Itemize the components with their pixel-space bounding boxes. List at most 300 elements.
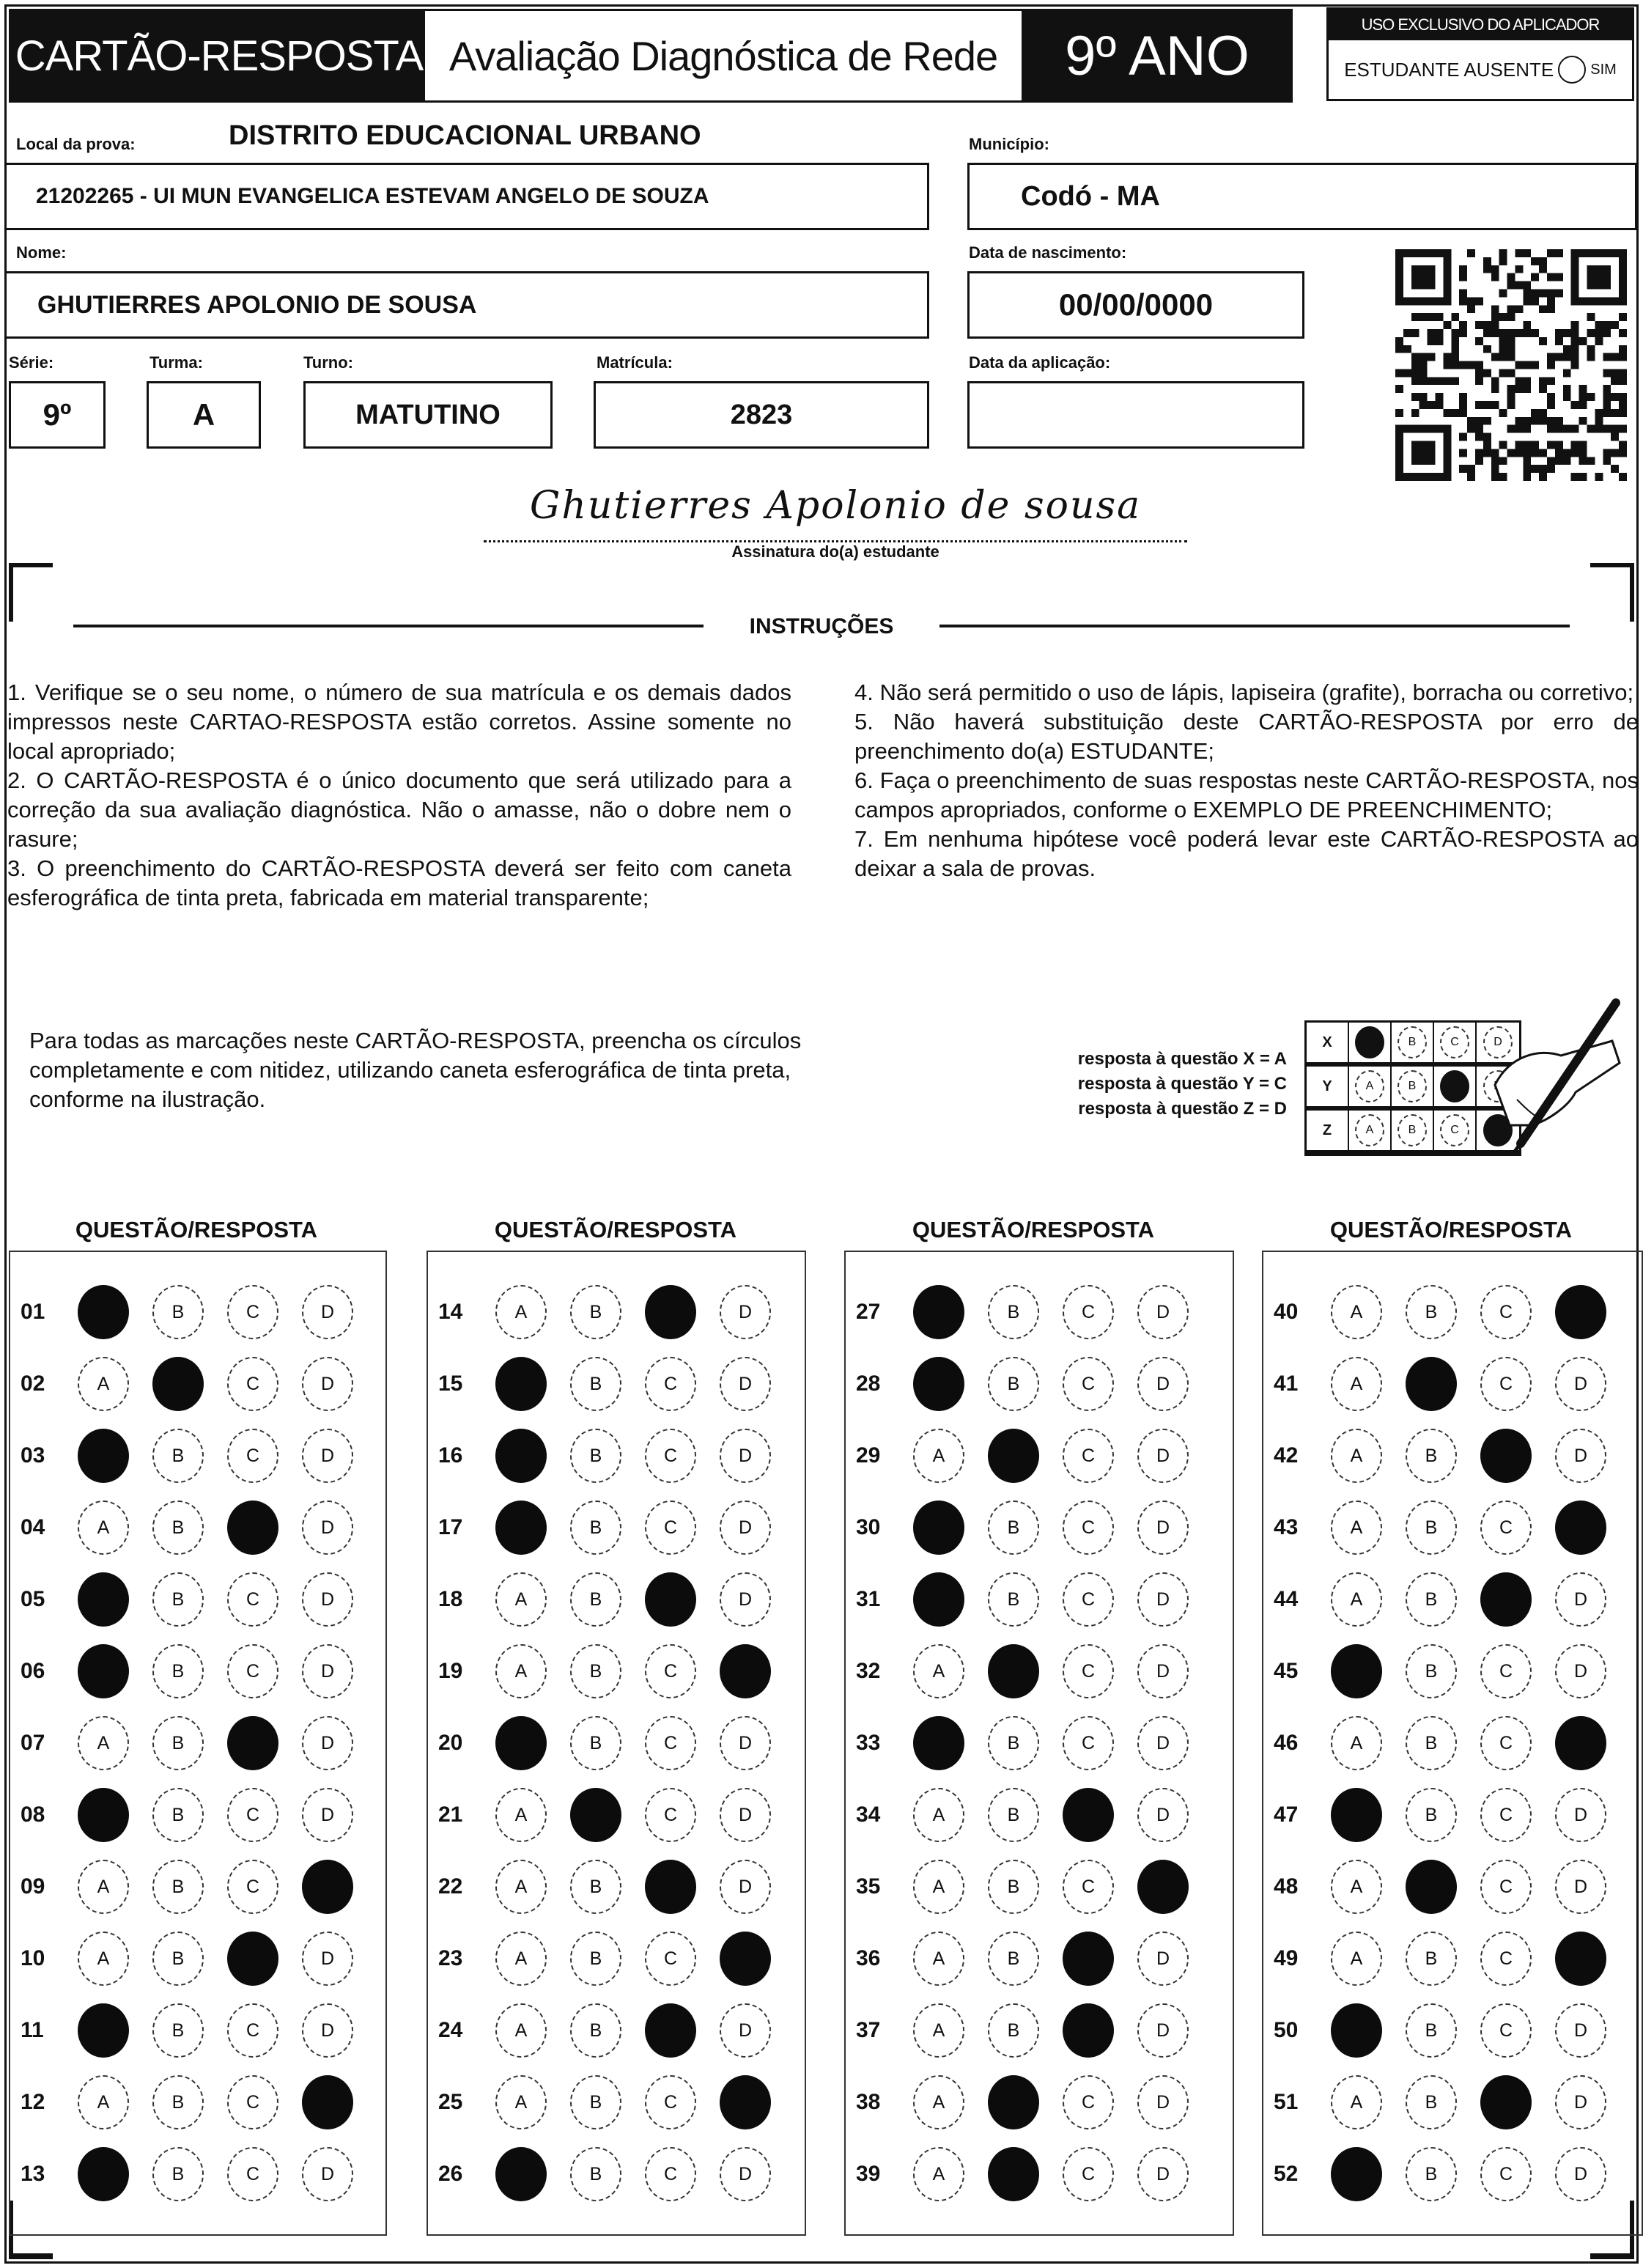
answer-bubble-a[interactable]: A [495,2075,547,2129]
qr-module [1531,465,1539,473]
answer-bubble-a[interactable]: A [78,1932,129,1986]
answer-bubble-a[interactable] [1331,2003,1382,2058]
answer-bubble-c[interactable]: C [1480,1644,1532,1698]
answer-bubble-c[interactable]: C [1063,1644,1114,1698]
answer-bubble-d[interactable]: D [1137,2075,1189,2129]
answer-bubble-a[interactable]: A [913,1932,964,1986]
answer-bubble-d[interactable]: D [1137,1429,1189,1483]
answer-bubble-c[interactable] [1063,1788,1114,1842]
question-number: 48 [1274,1874,1299,1899]
answer-bubble-d[interactable]: D [720,1716,771,1770]
answer-bubble-c[interactable]: C [227,1860,278,1914]
answer-bubble-c[interactable] [645,2003,696,2058]
answer-bubble-a[interactable] [78,1644,129,1698]
answer-bubble-c[interactable]: C [1480,2147,1532,2201]
answer-bubble-b[interactable]: B [570,1644,621,1698]
shift-value: MATUTINO [355,399,501,430]
answer-bubble-a[interactable]: A [1331,1501,1382,1555]
qr-module [1571,329,1579,337]
question-number: 29 [856,1443,881,1468]
answer-bubble-b[interactable]: B [988,1357,1039,1411]
qr-module [1547,289,1555,297]
answer-bubble-b[interactable]: B [1406,1429,1457,1483]
answer-bubble-b[interactable]: B [152,1788,204,1842]
answer-bubble-c[interactable]: C [645,2075,696,2129]
answer-bubble-c[interactable]: C [645,1501,696,1555]
answer-bubble-a[interactable]: A [1331,1572,1382,1627]
answer-bubble-a[interactable]: A [913,2003,964,2058]
answer-bubble-c[interactable]: C [227,1285,278,1339]
qr-module [1539,377,1547,385]
answer-bubble-d[interactable]: D [302,1357,353,1411]
answer-bubble-a[interactable] [495,2147,547,2201]
answer-bubble-a[interactable]: A [78,1716,129,1770]
answer-bubble-b[interactable]: B [152,1572,204,1627]
answer-bubble-c[interactable] [227,1716,278,1770]
answer-bubble-c[interactable]: C [227,1788,278,1842]
answer-bubble-d[interactable]: D [302,2147,353,2201]
answer-bubble-a[interactable] [78,1788,129,1842]
question-row [846,1355,1212,1413]
column-header: QUESTÃO/RESPOSTA [75,1217,318,1242]
answer-bubble-c[interactable] [1063,1932,1114,1986]
answer-bubble-c[interactable]: C [1480,1285,1532,1339]
answer-bubble-a[interactable] [78,1572,129,1627]
question-number: 17 [438,1515,463,1539]
answer-bubble-d[interactable]: D [1555,2075,1606,2129]
answer-bubble-b[interactable]: B [1406,1501,1457,1555]
answer-bubble-b[interactable]: B [570,1429,621,1483]
answer-bubble-b[interactable]: B [988,2003,1039,2058]
answer-bubble-b[interactable]: B [988,1285,1039,1339]
answer-bubble-a[interactable] [495,1429,547,1483]
qr-module [1475,369,1483,377]
qr-module [1547,425,1555,433]
answer-bubble-c[interactable]: C [1063,1285,1114,1339]
answer-bubble-b[interactable]: B [570,1716,621,1770]
answer-bubble-d[interactable]: D [1555,1572,1606,1627]
answer-bubble-b[interactable] [1406,1357,1457,1411]
answer-bubble-d[interactable] [1555,1932,1606,1986]
answer-bubble-b[interactable]: B [988,1501,1039,1555]
answer-bubble-b[interactable]: B [152,1501,204,1555]
answer-bubble-c[interactable]: C [645,1788,696,1842]
question-number: 07 [21,1731,45,1755]
question-row [1263,1498,1630,1557]
answer-bubble-a[interactable]: A [913,2147,964,2201]
answer-bubble-c[interactable] [1063,2003,1114,2058]
answer-bubble-d[interactable]: D [720,1429,771,1483]
qr-module [1475,449,1483,457]
answer-bubble-c[interactable]: C [1480,1788,1532,1842]
qr-module [1523,385,1531,393]
answer-bubble-c[interactable] [227,1932,278,1986]
answer-bubble-d[interactable]: D [302,2003,353,2058]
answer-bubble-b[interactable]: B [988,1716,1039,1770]
qr-module [1563,385,1571,393]
answer-bubble-b[interactable]: B [152,2075,204,2129]
answer-bubble-b[interactable] [988,1429,1039,1483]
answer-bubble-a[interactable] [495,1501,547,1555]
answer-bubble-c[interactable]: C [645,1357,696,1411]
qr-module [1603,385,1611,393]
answer-bubble-a[interactable] [913,1716,964,1770]
answer-bubble-c[interactable]: C [1063,1572,1114,1627]
answer-bubble-b[interactable]: B [152,1644,204,1698]
answer-bubble-d[interactable]: D [302,1932,353,1986]
answer-bubble-c[interactable]: C [1063,2147,1114,2201]
qr-module [1547,393,1555,401]
answer-bubble-c[interactable]: C [645,2147,696,2201]
answer-bubble-c[interactable]: C [227,1429,278,1483]
answer-bubble-c[interactable]: C [1480,1860,1532,1914]
answer-bubble-c[interactable]: C [645,1644,696,1698]
fill-example-bubble-c: C [1440,1114,1469,1146]
answer-bubble-a[interactable] [78,1429,129,1483]
qr-module [1475,433,1483,441]
qr-module [1563,345,1571,353]
qr-module [1555,425,1563,433]
qr-module [1579,401,1587,409]
answer-bubble-a[interactable]: A [495,1572,547,1627]
answer-bubble-d[interactable]: D [1555,1860,1606,1914]
answer-bubble-a[interactable]: A [913,1644,964,1698]
qr-module [1563,393,1571,401]
answer-bubble-d[interactable]: D [720,1860,771,1914]
qr-module [1547,249,1555,257]
answer-bubble-a[interactable]: A [495,1860,547,1914]
answer-bubble-d[interactable]: D [1137,1285,1189,1339]
answer-bubble-a[interactable] [913,1501,964,1555]
answer-bubble-b[interactable]: B [152,2003,204,2058]
answer-bubble-a[interactable] [78,2147,129,2201]
question-number: 09 [21,1874,45,1899]
answer-bubble-a[interactable] [78,1285,129,1339]
fill-example-cell [1392,1111,1434,1150]
answer-bubble-b[interactable]: B [988,1860,1039,1914]
question-row [428,1929,794,1988]
answer-bubble-a[interactable] [1331,2147,1382,2201]
answer-bubble-b[interactable]: B [988,1788,1039,1842]
answer-bubble-d[interactable]: D [302,1429,353,1483]
answer-bubble-a[interactable]: A [495,2003,547,2058]
answer-bubble-c[interactable]: C [227,2147,278,2201]
answer-bubble-d[interactable]: D [720,2003,771,2058]
question-number: 12 [21,2090,45,2114]
qr-module [1523,281,1531,290]
answer-bubble-b[interactable]: B [570,2147,621,2201]
qr-module [1411,265,1436,290]
answer-bubble-b[interactable]: B [570,1932,621,1986]
answer-bubble-b[interactable] [152,1357,204,1411]
qr-module [1451,361,1459,369]
question-number: 40 [1274,1300,1299,1324]
answer-bubble-b[interactable]: B [152,1716,204,1770]
qr-module [1459,449,1467,457]
qr-module [1611,433,1619,441]
answer-bubble-d[interactable]: D [1137,1788,1189,1842]
name-label: Nome: [16,243,67,262]
answer-bubble-b[interactable]: B [570,1357,621,1411]
answer-bubble-c[interactable]: C [227,2075,278,2129]
qr-module [1571,361,1579,369]
answer-bubble-d[interactable] [1555,1285,1606,1339]
column-header: QUESTÃO/RESPOSTA [912,1217,1155,1242]
answer-bubble-d[interactable] [1555,1716,1606,1770]
answer-bubble-b[interactable]: B [152,1860,204,1914]
answer-bubble-a[interactable]: A [1331,1357,1382,1411]
qr-module [1483,265,1491,273]
answer-bubble-b[interactable]: B [1406,1932,1457,1986]
answer-bubble-b[interactable]: B [570,1285,621,1339]
qr-module [1523,465,1531,473]
qr-module [1523,329,1531,337]
answer-bubble-d[interactable] [302,1860,353,1914]
answer-bubble-a[interactable]: A [1331,1285,1382,1339]
answer-bubble-d[interactable]: D [1555,1644,1606,1698]
answer-bubble-c[interactable] [645,1285,696,1339]
answer-bubble-d[interactable] [302,2075,353,2129]
answer-bubble-c[interactable] [227,1501,278,1555]
question-number: 30 [856,1515,881,1539]
answer-bubble-c[interactable]: C [1063,1357,1114,1411]
qr-module [1539,385,1547,393]
answer-bubble-b[interactable] [988,1644,1039,1698]
qr-module [1619,369,1627,377]
answer-bubble-b[interactable]: B [988,1572,1039,1627]
answer-bubble-b[interactable]: B [1406,1285,1457,1339]
qr-module [1523,289,1531,297]
answer-bubble-a[interactable] [78,2003,129,2058]
answer-bubble-a[interactable]: A [78,2075,129,2129]
answer-bubble-c[interactable] [1480,2075,1532,2129]
answer-bubble-a[interactable]: A [78,1860,129,1914]
question-row [428,2073,794,2132]
qr-module [1611,465,1619,473]
qr-module [1619,345,1627,353]
answer-bubble-a[interactable]: A [913,1788,964,1842]
answer-bubble-a[interactable]: A [1331,1716,1382,1770]
qr-module [1563,425,1571,433]
answer-bubble-a[interactable]: A [495,1932,547,1986]
answer-bubble-b[interactable]: B [1406,1644,1457,1698]
answer-bubble-c[interactable]: C [645,1429,696,1483]
question-row [846,1498,1212,1557]
answer-bubble-d[interactable]: D [302,1788,353,1842]
answer-bubble-c[interactable]: C [1063,1716,1114,1770]
question-row [1263,2001,1630,2060]
answer-bubble-a[interactable]: A [1331,1932,1382,1986]
qr-module [1523,449,1531,457]
qr-module [1523,361,1531,369]
answer-bubble-b[interactable]: B [1406,2003,1457,2058]
qr-module [1547,401,1555,409]
answer-bubble-a[interactable] [913,1572,964,1627]
answer-bubble-c[interactable]: C [645,1716,696,1770]
answer-bubble-b[interactable]: B [570,1860,621,1914]
absent-label: ESTUDANTE AUSENTE [1344,58,1554,81]
answer-bubble-a[interactable]: A [1331,1860,1382,1914]
question-number: 01 [21,1300,45,1324]
question-row [846,1714,1212,1772]
answer-bubble-c[interactable]: C [227,1644,278,1698]
answer-bubble-a[interactable] [495,1357,547,1411]
answer-bubble-c[interactable]: C [1480,1716,1532,1770]
qr-module [1411,377,1419,385]
answer-bubble-a[interactable]: A [495,1644,547,1698]
answer-bubble-b[interactable] [988,2075,1039,2129]
answer-bubble-d[interactable]: D [302,1716,353,1770]
answer-bubble-b[interactable]: B [570,2075,621,2129]
qr-module [1428,313,1436,321]
qr-module [1611,393,1619,401]
answer-bubble-d[interactable] [1137,1860,1189,1914]
qr-module [1531,409,1539,417]
answer-bubble-a[interactable]: A [1331,1429,1382,1483]
answer-bubble-d[interactable] [1555,1501,1606,1555]
answer-bubble-c[interactable] [1480,1429,1532,1483]
qr-module [1539,417,1547,425]
answer-bubble-b[interactable]: B [1406,1716,1457,1770]
qr-module [1555,273,1563,281]
answer-bubble-c[interactable] [1480,1572,1532,1627]
fill-example-bubble-c [1440,1070,1469,1102]
qr-module [1459,265,1467,273]
answer-bubble-a[interactable] [913,1357,964,1411]
answer-bubble-d[interactable]: D [1137,1716,1189,1770]
qr-module [1571,425,1579,433]
answer-bubble-d[interactable]: D [302,1501,353,1555]
answer-bubble-c[interactable]: C [1063,1429,1114,1483]
answer-bubble-d[interactable]: D [720,1501,771,1555]
answer-bubble-d[interactable]: D [1137,1357,1189,1411]
answer-bubble-d[interactable]: D [1555,1357,1606,1411]
answer-bubble-d[interactable]: D [302,1644,353,1698]
qr-module [1419,313,1428,321]
qr-module [1603,457,1611,465]
answer-bubble-d[interactable]: D [1137,2147,1189,2201]
question-number: 36 [856,1946,881,1970]
qr-module [1531,273,1539,281]
answer-bubble-d[interactable]: D [302,1285,353,1339]
answer-bubble-c[interactable]: C [1480,1932,1532,1986]
answer-bubble-d[interactable]: D [1137,1501,1189,1555]
answer-bubble-a[interactable]: A [913,2075,964,2129]
answer-bubble-b[interactable] [988,2147,1039,2201]
qr-module [1603,425,1611,433]
answer-bubble-c[interactable] [645,1860,696,1914]
answer-bubble-b[interactable]: B [152,2147,204,2201]
answer-bubble-d[interactable]: D [720,1285,771,1339]
answer-bubble-b[interactable]: B [152,1285,204,1339]
answer-bubble-d[interactable]: D [1137,1644,1189,1698]
question-row [846,1283,1212,1341]
answer-bubble-b[interactable] [1406,1860,1457,1914]
answer-bubble-a[interactable]: A [1331,2075,1382,2129]
answer-bubble-b[interactable]: B [570,1572,621,1627]
answer-bubble-d[interactable]: D [1555,1788,1606,1842]
answer-bubble-a[interactable] [1331,1788,1382,1842]
name-field [4,271,929,339]
answer-bubble-a[interactable] [913,1285,964,1339]
question-number: 49 [1274,1946,1299,1970]
answer-bubble-d[interactable]: D [302,1572,353,1627]
question-number: 51 [1274,2090,1299,2114]
answer-bubble-c[interactable]: C [227,1572,278,1627]
question-number: 32 [856,1659,881,1683]
answer-bubble-b[interactable]: B [152,1429,204,1483]
qr-module [1395,337,1403,345]
answer-bubble-d[interactable]: D [720,1788,771,1842]
answer-bubble-d[interactable] [720,1644,771,1698]
answer-bubble-b[interactable]: B [570,1501,621,1555]
answer-bubble-b[interactable]: B [1406,1788,1457,1842]
answer-bubble-a[interactable]: A [495,1788,547,1842]
qr-module [1507,345,1515,353]
answer-bubble-b[interactable] [570,1788,621,1842]
answer-bubble-d[interactable]: D [720,2147,771,2201]
answer-bubble-b[interactable]: B [1406,2147,1457,2201]
answer-bubble-d[interactable]: D [1137,2003,1189,2058]
answer-bubble-c[interactable]: C [1063,1860,1114,1914]
answer-bubble-d[interactable] [720,1932,771,1986]
answer-bubble-c[interactable]: C [1480,1357,1532,1411]
answer-bubble-a[interactable] [1331,1644,1382,1698]
question-row [1263,1929,1630,1988]
answer-bubble-a[interactable]: A [913,1429,964,1483]
answer-bubble-c[interactable]: C [645,1932,696,1986]
answer-bubble-c[interactable]: C [227,2003,278,2058]
answer-bubble-d[interactable]: D [1555,2147,1606,2201]
application-date-field[interactable] [967,381,1304,449]
answer-bubble-d[interactable] [720,2075,771,2129]
answer-bubble-c[interactable]: C [1063,1501,1114,1555]
fill-example-legend-item: resposta à questão X = A [1077,1049,1287,1069]
answer-bubble-a[interactable] [495,1716,547,1770]
answer-column-4 [1262,1251,1643,2236]
answer-bubble-d[interactable]: D [1137,1932,1189,1986]
answer-bubble-d[interactable]: D [1555,2003,1606,2058]
absent-bubble[interactable] [1558,56,1586,84]
answer-bubble-b[interactable]: B [1406,1572,1457,1627]
answer-bubble-c[interactable]: C [1480,2003,1532,2058]
answer-bubble-b[interactable]: B [988,1932,1039,1986]
fill-example-bubble-d: D [1483,1026,1513,1058]
answer-bubble-d[interactable]: D [720,1357,771,1411]
answer-bubble-b[interactable]: B [152,1932,204,1986]
answer-bubble-c[interactable] [645,1572,696,1627]
answer-bubble-a[interactable]: A [78,1357,129,1411]
qr-module [1507,329,1515,337]
qr-module [1443,409,1451,417]
answer-bubble-c[interactable]: C [1063,2075,1114,2129]
qr-module [1619,393,1627,401]
qr-module [1507,369,1515,377]
student-signature[interactable]: Ghutierres Apolonio de sousa [484,484,1187,542]
answer-bubble-d[interactable]: D [720,1572,771,1627]
answer-bubble-d[interactable]: D [1555,1429,1606,1483]
answer-bubble-c[interactable]: C [1480,1501,1532,1555]
qr-module [1467,465,1475,473]
answer-bubble-b[interactable]: B [570,2003,621,2058]
answer-bubble-a[interactable]: A [78,1501,129,1555]
enrollment-label: Matrícula: [597,353,673,372]
answer-bubble-d[interactable]: D [1137,1572,1189,1627]
answer-bubble-a[interactable]: A [495,1285,547,1339]
answer-bubble-a[interactable]: A [913,1860,964,1914]
answer-bubble-c[interactable]: C [227,1357,278,1411]
answer-bubble-b[interactable]: B [1406,2075,1457,2129]
